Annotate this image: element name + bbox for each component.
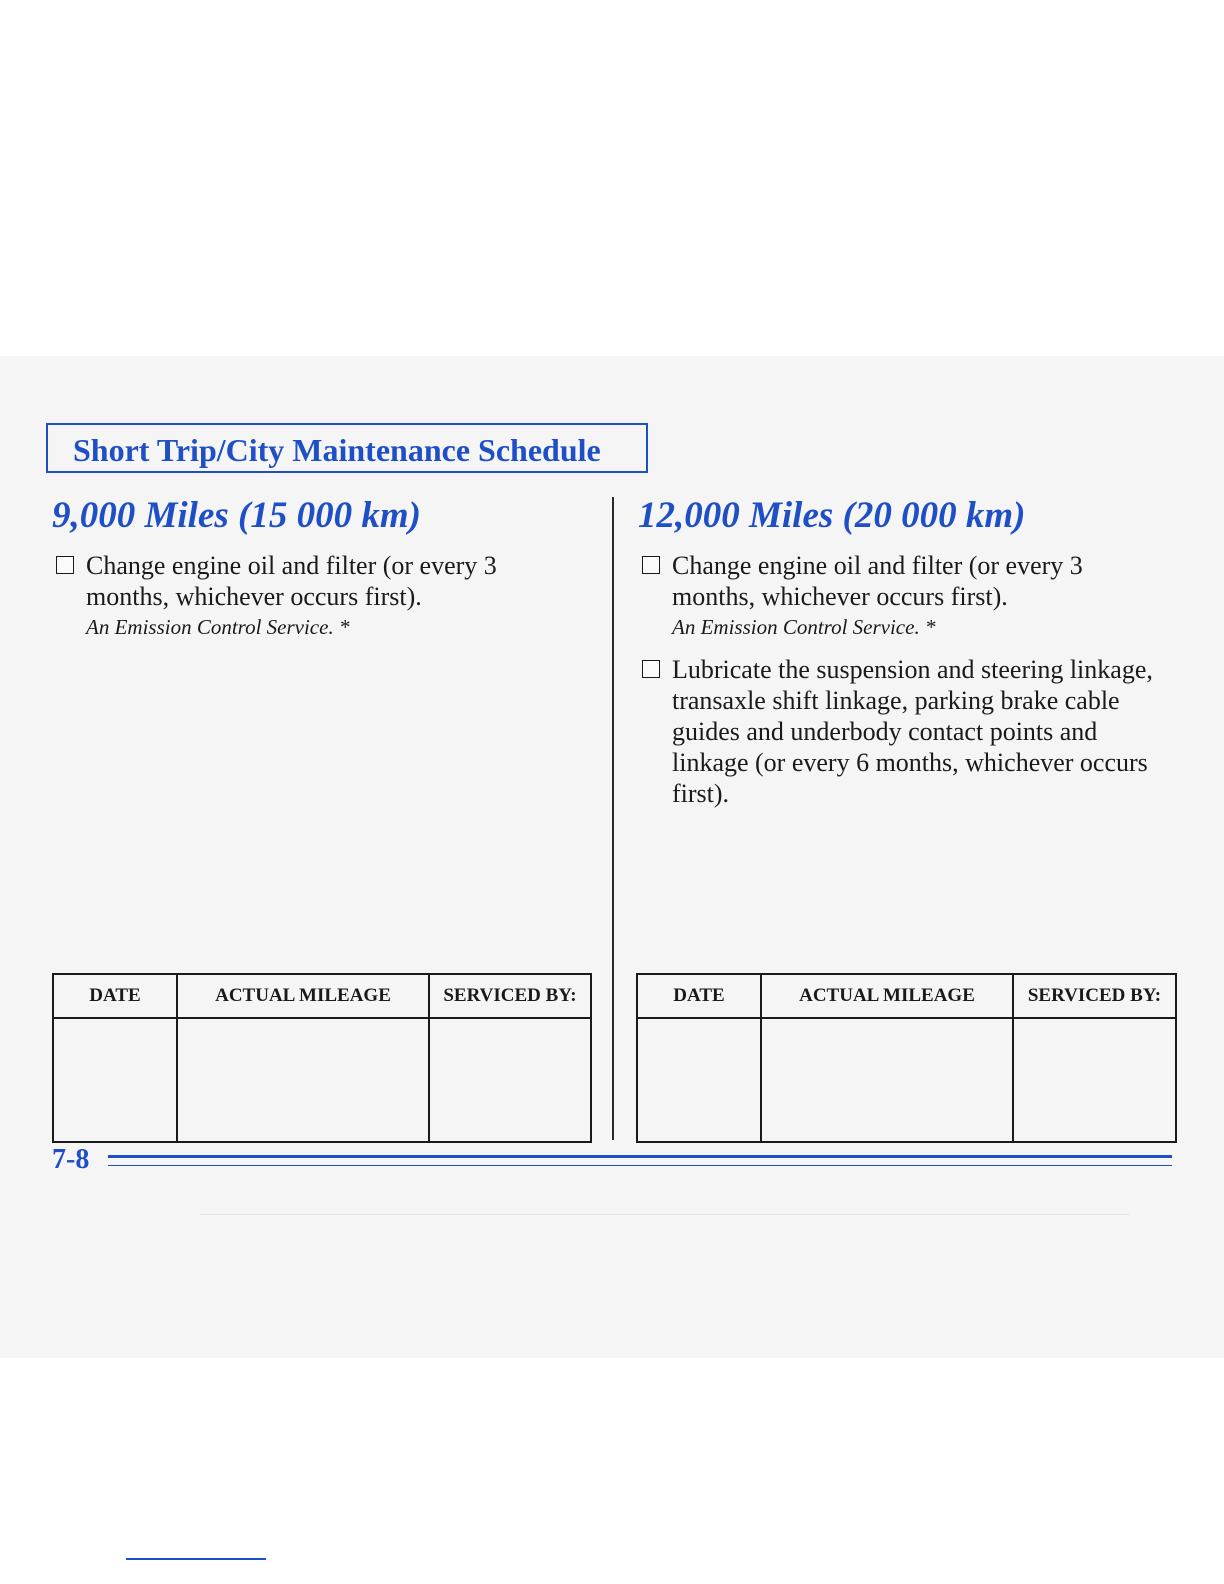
mileage-header: ACTUAL MILEAGE <box>177 974 429 1018</box>
faint-divider <box>200 1214 1130 1215</box>
service-record-table <box>52 973 592 1143</box>
serviced-by-header: SERVICED BY: <box>1013 974 1176 1018</box>
column-divider <box>612 497 614 1140</box>
task-text: Lubricate the suspension and steering linkage, transaxle shift linkage, parking brake cable guides and underbody contact points and linkage (or every 6 months, whichever occurs first). <box>672 655 1153 808</box>
schedule-column-9000 <box>52 492 612 642</box>
task-text: Change engine oil and filter (or every 3 months, whichever occurs first). <box>672 551 1083 611</box>
section-title-box <box>46 423 648 473</box>
mileage-cell[interactable] <box>761 1018 1013 1142</box>
date-header: DATE <box>637 974 761 1018</box>
footer-rule-thin <box>108 1165 1172 1166</box>
mileage-header: ACTUAL MILEAGE <box>761 974 1013 1018</box>
mileage-heading: 9,000 Miles (15 000 km) <box>52 495 421 536</box>
task-checkbox[interactable] <box>642 660 660 678</box>
service-record-table <box>636 973 1177 1143</box>
maintenance-task <box>638 654 1198 809</box>
date-cell[interactable] <box>53 1018 177 1142</box>
maintenance-task <box>638 550 1198 642</box>
table-row <box>637 1018 1176 1142</box>
serviced-by-cell[interactable] <box>1013 1018 1176 1142</box>
page-number: 7-8 <box>52 1144 90 1175</box>
task-note: An Emission Control Service. * <box>86 615 350 639</box>
table-header-row <box>637 974 1176 1018</box>
serviced-by-header: SERVICED BY: <box>429 974 591 1018</box>
serviced-by-cell[interactable] <box>429 1018 591 1142</box>
table-header-row <box>53 974 591 1018</box>
table-row <box>53 1018 591 1142</box>
mileage-heading: 12,000 Miles (20 000 km) <box>638 495 1026 536</box>
footer-rule <box>108 1155 1172 1158</box>
task-note: An Emission Control Service. * <box>672 615 936 639</box>
task-checkbox[interactable] <box>642 556 660 574</box>
maintenance-task <box>52 550 612 642</box>
link-underline <box>126 1558 266 1560</box>
date-cell[interactable] <box>637 1018 761 1142</box>
date-header: DATE <box>53 974 177 1018</box>
mileage-cell[interactable] <box>177 1018 429 1142</box>
section-title: Short Trip/City Maintenance Schedule <box>73 432 601 468</box>
task-text: Change engine oil and filter (or every 3 months, whichever occurs first). <box>86 551 497 611</box>
task-checkbox[interactable] <box>56 556 74 574</box>
schedule-column-12000 <box>638 492 1198 809</box>
